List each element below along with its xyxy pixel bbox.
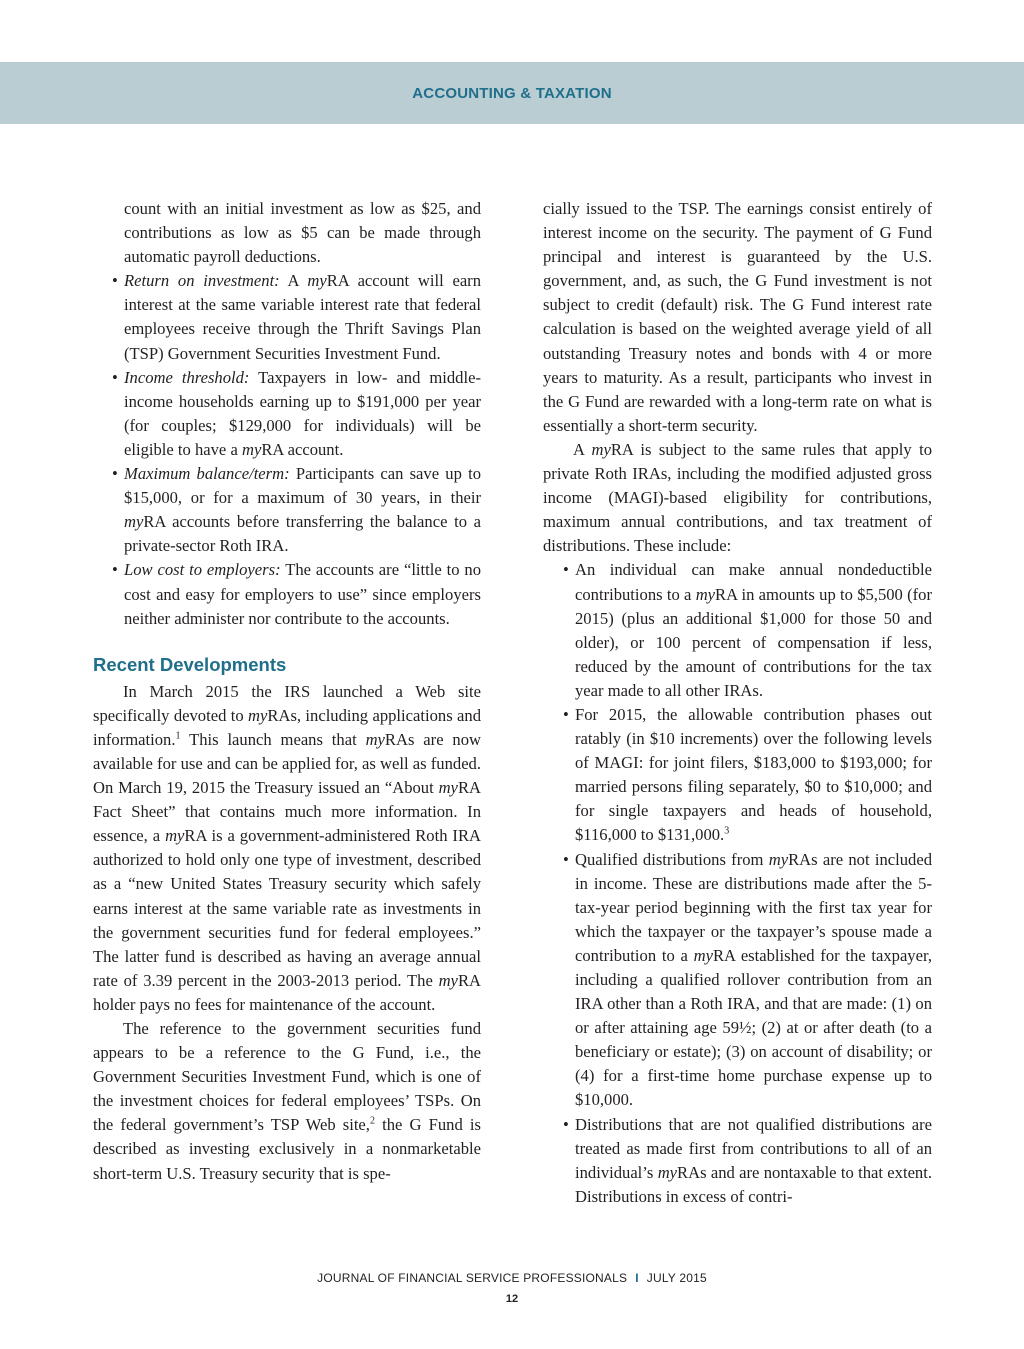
continuation-paragraph: count with an initial investment as low as $25, and contributions as low as $5 can be made through automatic payroll deductions. — [124, 199, 481, 267]
paragraph-recent-developments-1: In March 2015 the IRS launched a Web site specifically devoted to myRAs, including applications and information.$^1$ This launch means that myRAs are now available for use and can be applied for, as well as funded. On March 19, 2015 the Treasury issued an “About myRA Fact Sheet” that contains much more information. In essence, a myRA is a government-administered Roth IRA authorized to hold only one type of investment, described as a “new United States Treasury security which safely earns interest at the same variable rate as investments in the government securities fund for federal employees.” The latter fund is described as having an average annual rate of 3.39 percent in the 2003-2013 period. The myRA holder pays no fees for maintenance of the account. — [93, 681, 482, 1014]
bullet-maximum-balance-term: • Maximum balance/term: Participants can save up to $15,000, or for a maximum of 30 years, in their myRA accounts before transferring the balance to a private-sector Roth IRA. — [124, 462, 481, 558]
journal-name: JOURNAL OF FINANCIAL SERVICE PROFESSIONALS — [317, 1271, 628, 1285]
bullet-contribution-phaseout: • For 2015, the allowable contribution phases out ratably (in $10 increments) over the following levels of MAGI: for joint filers, $183,000 to $193,000; for married persons filing separately, $0 to $10,000; and for single taxpayers and heads of household, $116,000 to $131,000.$^3$ — [575, 703, 932, 848]
page-number: 12 — [505, 1293, 519, 1305]
paragraph-myra-rules: A myRA is subject to the same rules that apply to private Roth IRAs, including the modified adjusted gross income (MAGI)-based eligibility for contributions, maximum annual contributions, and tax treatment of distributions. These include: — [543, 439, 933, 556]
roth-rules-list — [575, 558, 932, 1209]
bullet-return-on-investment: • Return on investment: A myRA account will earn interest at the same variable interest rate that federal employees receive through the Thrift Savings Plan (TSP) Government Securities Investment Fund. — [124, 269, 481, 365]
bullet-nonqualified-distributions: • Distributions that are not qualified distributions are treated as made first from contributions to all of an individual’s myRAs and are nontaxable to that extent. Distributions in excess of contri- — [575, 1113, 932, 1209]
footer-separator: I — [635, 1271, 639, 1285]
footer-journal-line — [0, 1271, 1024, 1285]
bullet-qualified-distributions: • Qualified distributions from myRAs are not included in income. These are distributions made after the 5-tax-year period beginning with the first tax year for which the taxpayer or the taxpayer’s spouse made a contribution to a myRA established for the taxpayer, including a qualified rollover contribution from an IRA other than a Roth IRA, and that are made: (1) on or after attaining age 59½; (2) at or after death (to a beneficiary or estate); (3) on account of disability; or (4) for a first-time home purchase expense up to $10,000. — [575, 848, 932, 1113]
paragraph-g-fund: cially issued to the TSP. The earnings consist entirely of interest income on the security. The payment of G Fund principal and interest is guaranteed by the U.S. government, and, as such, the G Fund investment is not subject to credit (default) risk. The G Fund interest rate calculation is based on the weighted average yield of all outstanding Treasury notes and bonds with 4 or more years to maturity. As a result, participants who invest in the G Fund are rewarded with a long-term rate on what is essentially a short-term security. — [543, 199, 932, 435]
bullet-income-threshold: • Income threshold: Taxpayers in low- and middle-income households earning up to $191,000 per year (for couples; $129,000 for individuals) will be eligible to have a myRA account. — [124, 366, 481, 462]
right-column — [543, 197, 932, 1209]
left-column — [93, 197, 481, 1186]
bullet-low-cost-to-employers: • Low cost to employers: The accounts are “little to no cost and easy for employers to use” since employers neither administer nor contribute to the accounts. — [124, 558, 481, 630]
footnote-ref-1: 1 — [175, 730, 181, 742]
footnote-ref-2: 2 — [369, 1115, 375, 1127]
section-label: ACCOUNTING & TAXATION — [412, 85, 612, 102]
subhead-recent-developments: Recent Developments — [93, 653, 287, 675]
myra-features-list — [124, 269, 481, 630]
footnote-ref-3: 3 — [724, 825, 730, 837]
issue-date: JULY 2015 — [646, 1271, 707, 1285]
bullet-nondeductible-contributions: • An individual can make annual nondeductible contributions to a myRA in amounts up to $5,500 (for 2015) (plus an additional $1,000 for those 50 and older), or 100 percent of compensation if less, reduced by the amount of contributions for the tax year made to all other IRAs. — [575, 558, 932, 703]
paragraph-recent-developments-2: The reference to the government securities fund appears to be a reference to the G Fund, i.e., the Government Securities Investment Fund, which is one of the investment choices for federal employees’ TSPs. On the federal government’s TSP Web site,$^2$ the G Fund is described as investing exclusively in a nonmarketable short-term U.S. Treasury security that is spe- — [93, 1019, 481, 1183]
